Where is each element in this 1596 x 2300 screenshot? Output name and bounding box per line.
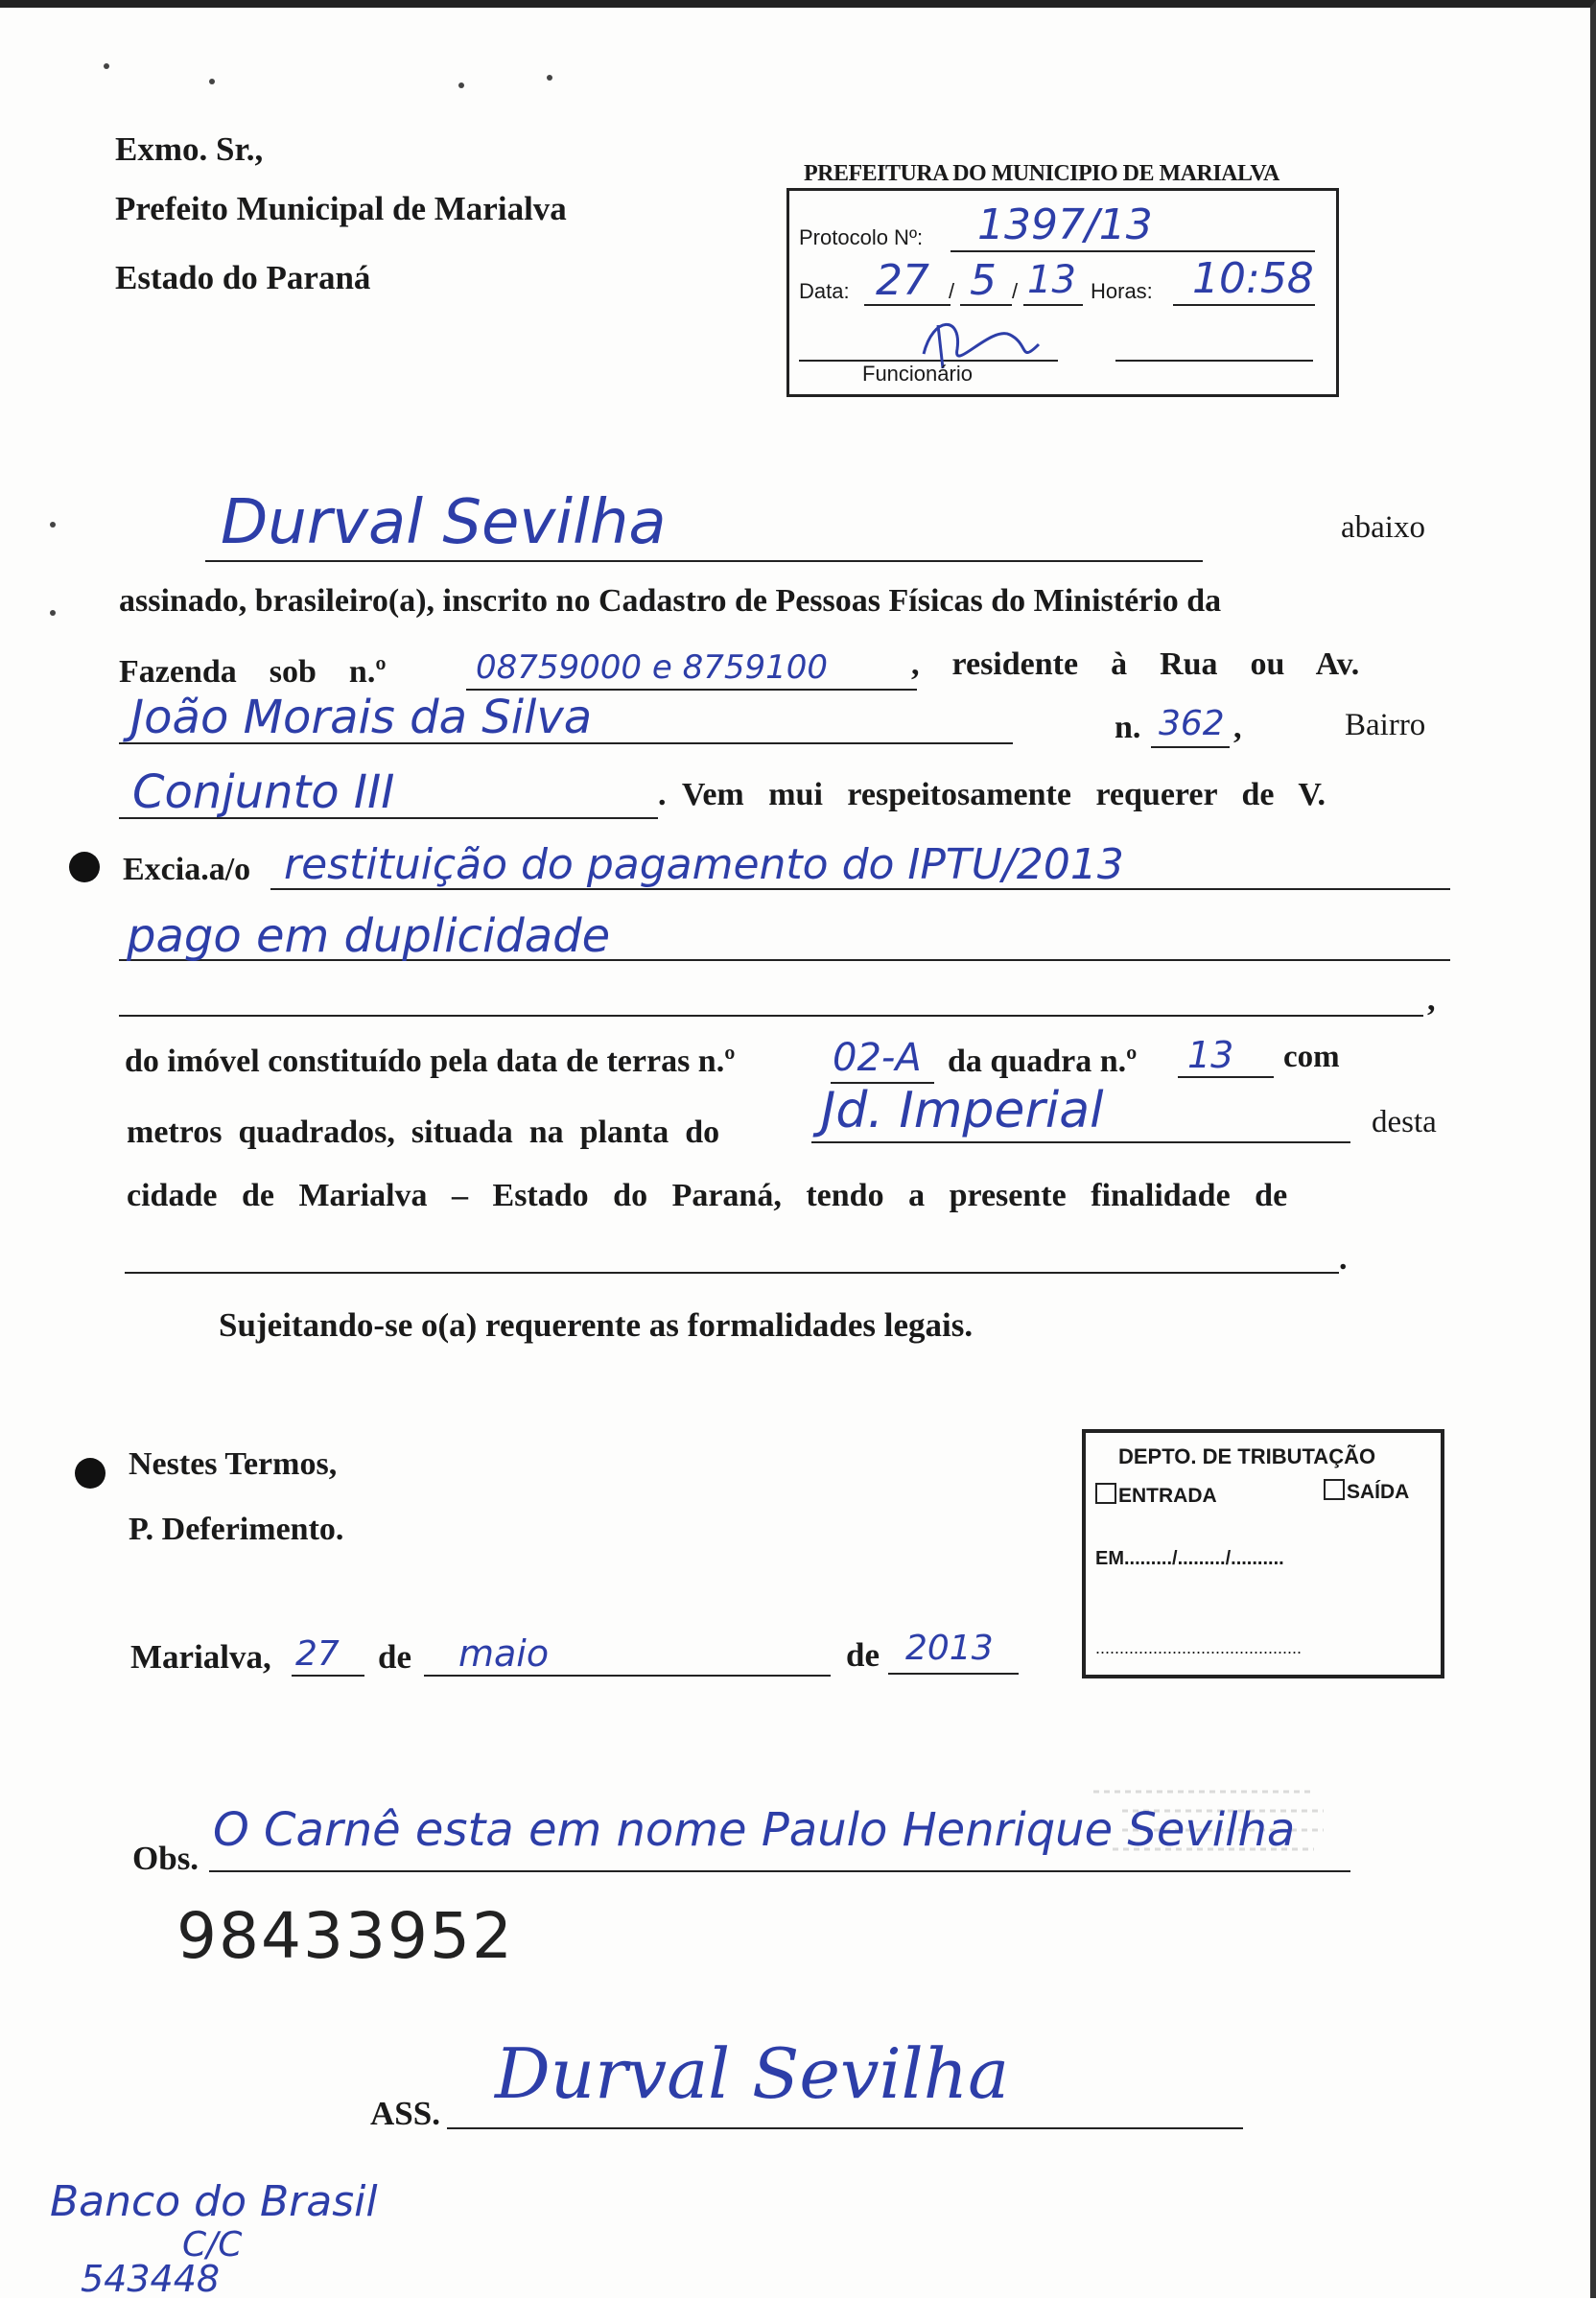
cidade-text: cidade de Marialva – Estado do Paraná, tendo a presente finalidade de bbox=[127, 1178, 1288, 1213]
obs-label: Obs. bbox=[132, 1840, 200, 1877]
entrada-checkbox bbox=[1095, 1483, 1116, 1504]
lote-value: 02-A bbox=[833, 1036, 922, 1080]
tributacao-dotted-line: ........................................... bbox=[1095, 1638, 1303, 1657]
excia-label: Excia.a/o bbox=[123, 852, 251, 887]
data-sep: / bbox=[1012, 279, 1019, 303]
addressee-greeting: Exmo. Sr., bbox=[115, 130, 264, 168]
request-comma: , bbox=[1427, 982, 1436, 1018]
entrada-label: ENTRADA bbox=[1118, 1485, 1217, 1507]
date-month-line bbox=[424, 1675, 831, 1677]
bairro-value: Conjunto III bbox=[132, 765, 395, 819]
bank-account-number: 543448 bbox=[81, 2258, 221, 2300]
protocolo-value: 1397/13 bbox=[977, 200, 1153, 249]
obs-value: O Carnê esta em nome Paulo Henrique Sevilha bbox=[213, 1803, 1296, 1857]
scan-speck bbox=[209, 79, 215, 84]
addressee-title: Prefeito Municipal de Marialva bbox=[115, 190, 567, 227]
date-year-value: 2013 bbox=[905, 1629, 994, 1668]
fazenda-text: Fazenda sob n.º bbox=[119, 654, 387, 690]
saida-option bbox=[1324, 1479, 1409, 1504]
tributacao-title: DEPTO. DE TRIBUTAÇÃO bbox=[1118, 1444, 1376, 1468]
date-de-2: de bbox=[846, 1636, 880, 1674]
margin-dot bbox=[50, 610, 56, 616]
data-year-value: 13 bbox=[1027, 258, 1076, 302]
saida-label: SAÍDA bbox=[1347, 1481, 1410, 1503]
desta-text: desta bbox=[1372, 1105, 1437, 1139]
request-value-2: pago em duplicidade bbox=[127, 909, 611, 963]
cpf-intro-text: assinado, brasileiro(a), inscrito no Cadastro de Pessoas Físicas do Ministério da bbox=[119, 583, 1222, 619]
horas-value: 10:58 bbox=[1192, 254, 1314, 303]
date-de-1: de bbox=[378, 1638, 411, 1676]
metros-text: metros quadrados, situada na planta do bbox=[127, 1115, 720, 1150]
quadra-line bbox=[1178, 1076, 1274, 1078]
horas-label: Horas: bbox=[1091, 279, 1153, 303]
number-line bbox=[1151, 746, 1230, 748]
obs-line bbox=[209, 1870, 1350, 1872]
secondary-line bbox=[1115, 360, 1313, 362]
data-label: Data: bbox=[799, 279, 850, 303]
funcionario-label: Funcionário bbox=[862, 362, 973, 386]
addressee-state: Estado do Paraná bbox=[115, 259, 371, 296]
scan-speck bbox=[458, 82, 464, 88]
horas-line bbox=[1173, 304, 1315, 306]
obs-phone: 98433952 bbox=[176, 1899, 514, 1973]
sujeitando-text: Sujeitando-se o(a) requerente as formalidades legais. bbox=[219, 1306, 974, 1344]
data-day-value: 27 bbox=[876, 256, 929, 305]
number-comma: , bbox=[1233, 710, 1242, 745]
scan-speck bbox=[547, 75, 552, 81]
data-sep: / bbox=[949, 279, 955, 303]
number-label: n. bbox=[1115, 710, 1141, 745]
residente-text: , residente à Rua ou Av. bbox=[911, 646, 1360, 682]
hole-punch-mark bbox=[69, 852, 100, 882]
protocol-stamp bbox=[786, 188, 1339, 397]
imovel-text: do imóvel constituído pela data de terras n.º bbox=[125, 1044, 736, 1079]
request-line-3 bbox=[119, 1015, 1423, 1017]
com-text: com bbox=[1283, 1040, 1340, 1074]
vem-text: . Vem mui respeitosamente requerer de V. bbox=[658, 777, 1326, 812]
saida-checkbox bbox=[1324, 1479, 1345, 1500]
signature-line bbox=[447, 2127, 1243, 2129]
planta-line bbox=[811, 1141, 1350, 1143]
signature-label: ASS. bbox=[370, 2095, 440, 2132]
nestes-termos: Nestes Termos, bbox=[129, 1446, 338, 1482]
request-value-1: restituição do pagamento do IPTU/2013 bbox=[284, 840, 1124, 889]
planta-value: Jd. Imperial bbox=[821, 1082, 1104, 1139]
entrada-option bbox=[1095, 1483, 1217, 1508]
bank-account-label: C/C bbox=[182, 2225, 243, 2265]
date-day-value: 27 bbox=[295, 1634, 340, 1674]
name-line bbox=[205, 560, 1203, 562]
date-month-value: maio bbox=[458, 1632, 550, 1675]
number-value: 362 bbox=[1159, 704, 1225, 743]
finalidade-line bbox=[125, 1272, 1339, 1274]
quadra-label: da quadra n.º bbox=[948, 1044, 1138, 1079]
stamp-title: PREFEITURA DO MUNICIPIO DE MARIALVA bbox=[804, 161, 1279, 186]
date-city: Marialva, bbox=[130, 1638, 271, 1676]
protocolo-line bbox=[951, 250, 1315, 252]
protocolo-label: Protocolo Nº: bbox=[799, 225, 924, 249]
margin-dot bbox=[50, 522, 56, 528]
finalidade-period: . bbox=[1339, 1241, 1348, 1277]
deferimento: P. Deferimento. bbox=[129, 1512, 344, 1547]
signature-value: Durval Sevilha bbox=[495, 2033, 1009, 2114]
bank-name: Banco do Brasil bbox=[50, 2177, 378, 2226]
hole-punch-mark bbox=[75, 1458, 106, 1489]
date-year-line bbox=[888, 1673, 1019, 1675]
cpf-value: 08759000 e 8759100 bbox=[476, 648, 829, 687]
data-month-value: 5 bbox=[970, 256, 997, 305]
date-day-line bbox=[292, 1675, 364, 1677]
scan-speck bbox=[104, 63, 109, 69]
em-field: EM........./........./.......... bbox=[1095, 1548, 1284, 1569]
name-value: Durval Sevilha bbox=[221, 487, 667, 558]
abaixo-text: abaixo bbox=[1341, 510, 1425, 545]
quadra-value: 13 bbox=[1187, 1034, 1234, 1076]
tributacao-stamp bbox=[1082, 1429, 1444, 1678]
bairro-label: Bairro bbox=[1345, 708, 1426, 742]
street-value: João Morais da Silva bbox=[130, 691, 593, 744]
